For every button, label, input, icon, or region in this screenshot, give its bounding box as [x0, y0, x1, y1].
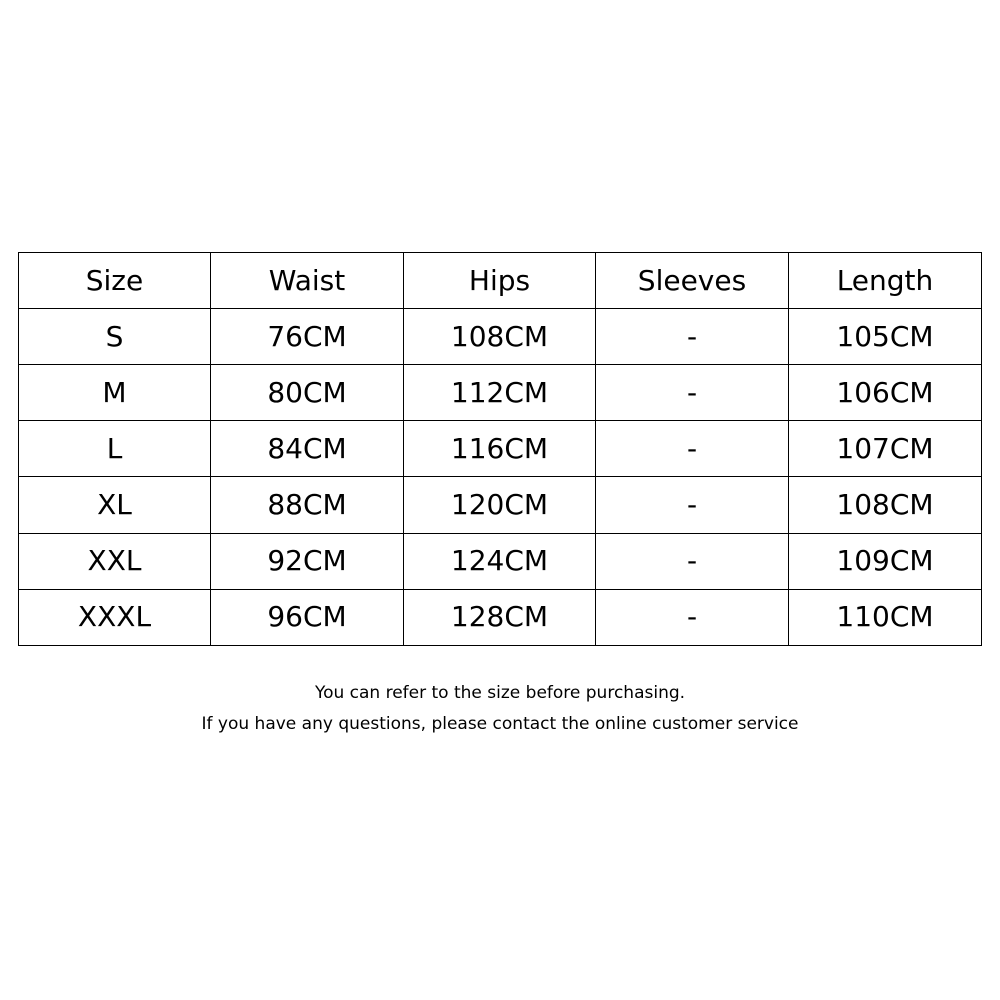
- cell-size: S: [19, 309, 211, 365]
- cell-length: 108CM: [789, 477, 982, 533]
- header-length: Length: [789, 253, 982, 309]
- table-header-row: [19, 253, 982, 309]
- cell-hips: 120CM: [404, 477, 596, 533]
- cell-length: 107CM: [789, 421, 982, 477]
- table-row: [19, 309, 982, 365]
- cell-sleeves: -: [596, 477, 789, 533]
- cell-size: XL: [19, 477, 211, 533]
- cell-hips: 128CM: [404, 589, 596, 645]
- cell-waist: 92CM: [211, 533, 404, 589]
- header-sleeves: Sleeves: [596, 253, 789, 309]
- cell-length: 105CM: [789, 309, 982, 365]
- table-row: [19, 365, 982, 421]
- cell-sleeves: -: [596, 365, 789, 421]
- cell-waist: 96CM: [211, 589, 404, 645]
- cell-hips: 116CM: [404, 421, 596, 477]
- cell-sleeves: -: [596, 421, 789, 477]
- cell-hips: 124CM: [404, 533, 596, 589]
- cell-size: L: [19, 421, 211, 477]
- header-size: Size: [19, 253, 211, 309]
- cell-hips: 108CM: [404, 309, 596, 365]
- table-row: [19, 533, 982, 589]
- table-row: [19, 421, 982, 477]
- note-contact-service: If you have any questions, please contact the online customer service: [201, 714, 799, 734]
- header-waist: Waist: [211, 253, 404, 309]
- header-hips: Hips: [404, 253, 596, 309]
- cell-sleeves: -: [596, 533, 789, 589]
- cell-waist: 80CM: [211, 365, 404, 421]
- size-chart-table: [18, 252, 982, 646]
- table-row: [19, 477, 982, 533]
- cell-waist: 88CM: [211, 477, 404, 533]
- cell-size: M: [19, 365, 211, 421]
- cell-length: 109CM: [789, 533, 982, 589]
- note-refer-size: You can refer to the size before purchasing.: [314, 683, 686, 703]
- cell-length: 110CM: [789, 589, 982, 645]
- cell-sleeves: -: [596, 309, 789, 365]
- cell-waist: 84CM: [211, 421, 404, 477]
- cell-hips: 112CM: [404, 365, 596, 421]
- cell-length: 106CM: [789, 365, 982, 421]
- cell-waist: 76CM: [211, 309, 404, 365]
- table-row: [19, 589, 982, 645]
- cell-sleeves: -: [596, 589, 789, 645]
- cell-size: XXL: [19, 533, 211, 589]
- cell-size: XXXL: [19, 589, 211, 645]
